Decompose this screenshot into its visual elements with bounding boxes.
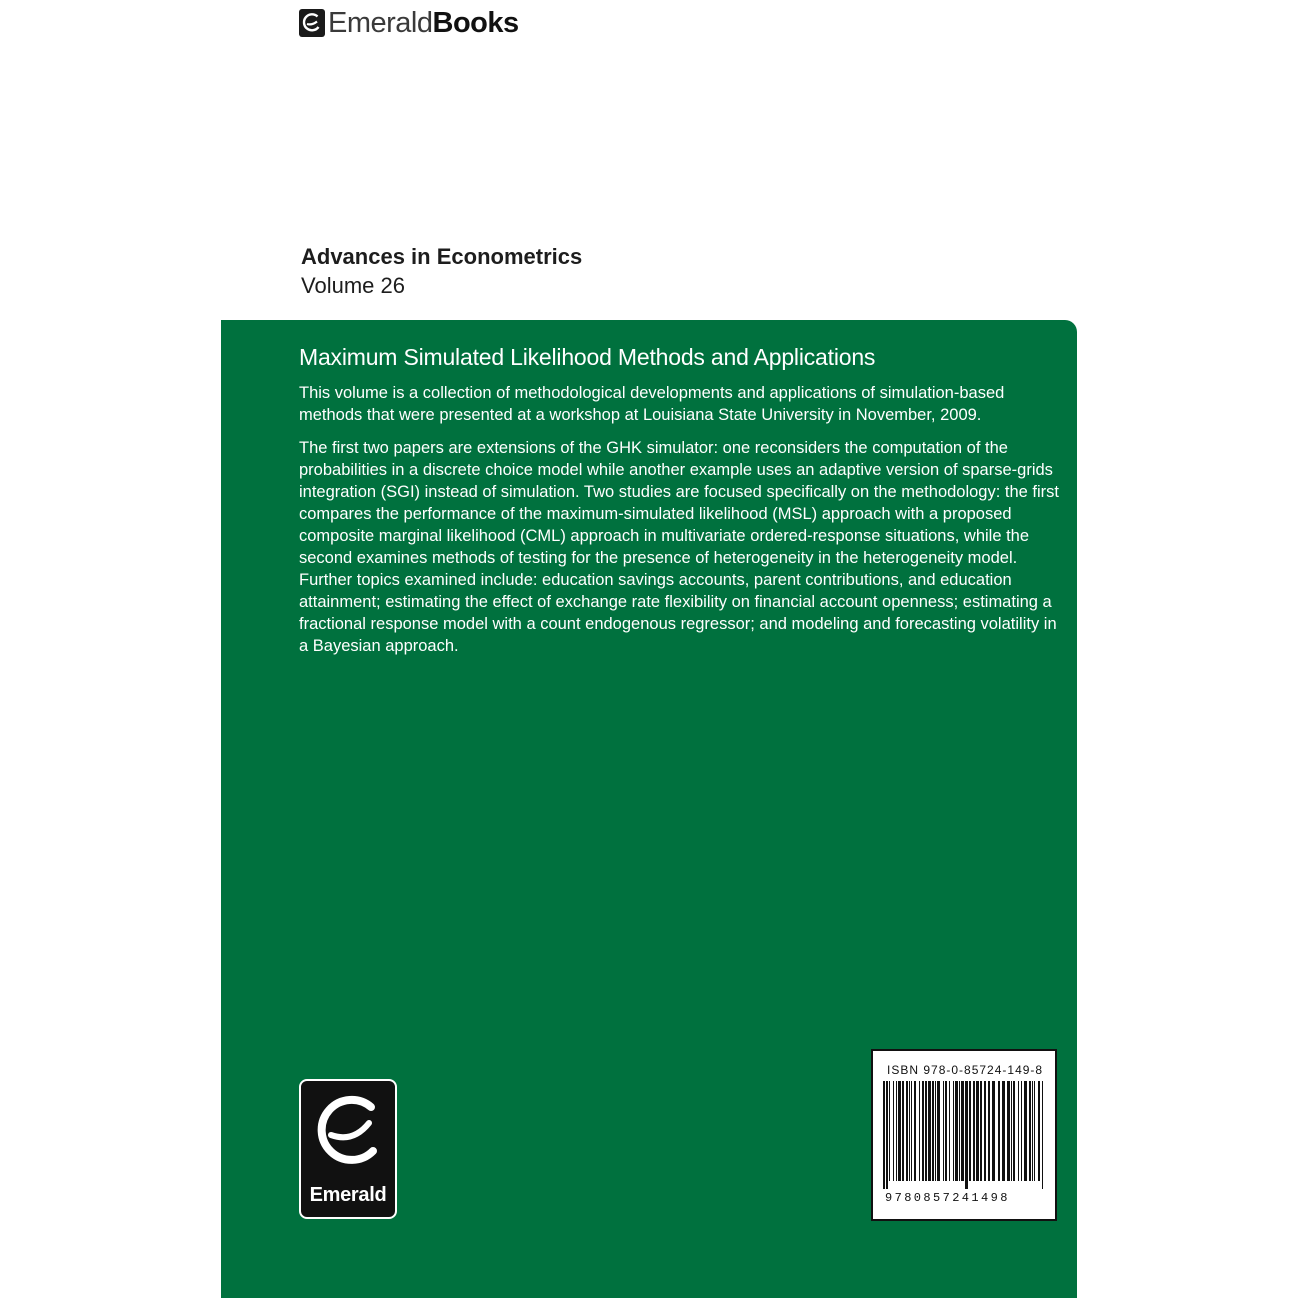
barcode-bars	[883, 1081, 1047, 1191]
barcode-bar	[883, 1081, 885, 1189]
barcode-bar	[1029, 1081, 1031, 1181]
emerald-publisher-logo	[299, 1079, 397, 1219]
barcode-bar	[1018, 1081, 1019, 1181]
barcode-bar	[889, 1081, 890, 1181]
barcode-bar	[906, 1081, 908, 1181]
barcode-bar	[1024, 1081, 1027, 1181]
barcode-bar	[925, 1081, 927, 1181]
logo-wordmark: Emerald	[309, 1184, 387, 1206]
barcode-bar	[914, 1081, 916, 1181]
barcode-bar	[961, 1081, 964, 1181]
barcode-bar	[965, 1081, 968, 1189]
emerald-e-icon	[311, 1089, 387, 1179]
barcode-bar	[992, 1081, 995, 1181]
barcode-bar	[898, 1081, 901, 1181]
barcode-bar	[1002, 1081, 1005, 1181]
barcode-bar	[896, 1081, 897, 1181]
isbn-label: ISBN 978-0-85724-149-8	[887, 1063, 1044, 1077]
barcode-bar	[998, 1081, 1000, 1181]
book-description	[299, 382, 1061, 668]
series-title: Advances in Econometrics	[301, 244, 583, 269]
back-cover-panel	[221, 320, 1077, 1298]
barcode-bar	[911, 1081, 912, 1181]
barcode-bar	[1032, 1081, 1033, 1181]
barcode-bar	[1038, 1081, 1040, 1181]
series-volume: Volume 26	[301, 273, 405, 298]
description-paragraph: This volume is a collection of methodological developments and applications of simulation-based methods that were presented at a workshop at Louisiana State University in November, 2009.	[299, 384, 1005, 424]
emerald-e-icon	[299, 9, 325, 37]
barcode-bar	[909, 1081, 910, 1181]
barcode-bar	[1034, 1081, 1035, 1181]
barcode-bar	[922, 1081, 924, 1181]
emerald-books-logo	[299, 6, 519, 40]
barcode-digits: 9780857241498	[885, 1191, 1010, 1205]
barcode-bar	[943, 1081, 944, 1181]
barcode-bar	[1021, 1081, 1022, 1181]
barcode-bar	[1042, 1081, 1043, 1189]
barcode-bar	[937, 1081, 940, 1181]
isbn-barcode	[871, 1049, 1057, 1221]
barcode-bar	[953, 1081, 954, 1181]
barcode-bar	[1011, 1081, 1012, 1181]
barcode-bar	[1013, 1081, 1015, 1181]
barcode-bar	[932, 1081, 934, 1181]
barcode-bar	[919, 1081, 920, 1181]
description-paragraph: The first two papers are extensions of the GHK simulator: one reconsiders the computation of the probabilities in a discrete choice model while another example uses an adaptive version of sparse-grids integration (SGI) instead of simulation. Two studies are focused specifically on the methodology: the first compares the performance of the maximum-simulated likelihood (MSL) approach with a proposed composite marginal likelihood (CML) approach in multivariate ordered-response situations, while the second examines methods of testing for the presence of heterogeneity in the heterogeneity model. Further topics examined include: education savings accounts, parent contributions, and education attainment; estimating the effect of exchange rate flexibility on financial account openness; estimating a fractional response model with a count endogenous regressor; and modeling and forecasting volatility in a Bayesian approach.	[299, 439, 1060, 655]
barcode-bar	[935, 1081, 936, 1181]
barcode-bar	[945, 1081, 947, 1181]
barcode-bar	[886, 1081, 888, 1189]
barcode-bar	[984, 1081, 986, 1181]
barcode-bar	[902, 1081, 904, 1181]
barcode-bar	[1007, 1081, 1010, 1181]
barcode-bar	[969, 1081, 971, 1181]
barcode-bar	[955, 1081, 958, 1181]
brand-word-emerald: Emerald	[328, 7, 433, 39]
brand-word-books: Books	[432, 7, 519, 39]
barcode-bar	[959, 1081, 960, 1181]
barcode-bar	[928, 1081, 931, 1181]
book-title: Maximum Simulated Likelihood Methods and Applications	[299, 344, 876, 370]
barcode-bar	[973, 1081, 975, 1181]
barcode-bar	[988, 1081, 990, 1181]
barcode-bar	[976, 1081, 979, 1181]
barcode-bar	[980, 1081, 982, 1181]
barcode-bar	[949, 1081, 950, 1181]
barcode-bar	[893, 1081, 894, 1181]
